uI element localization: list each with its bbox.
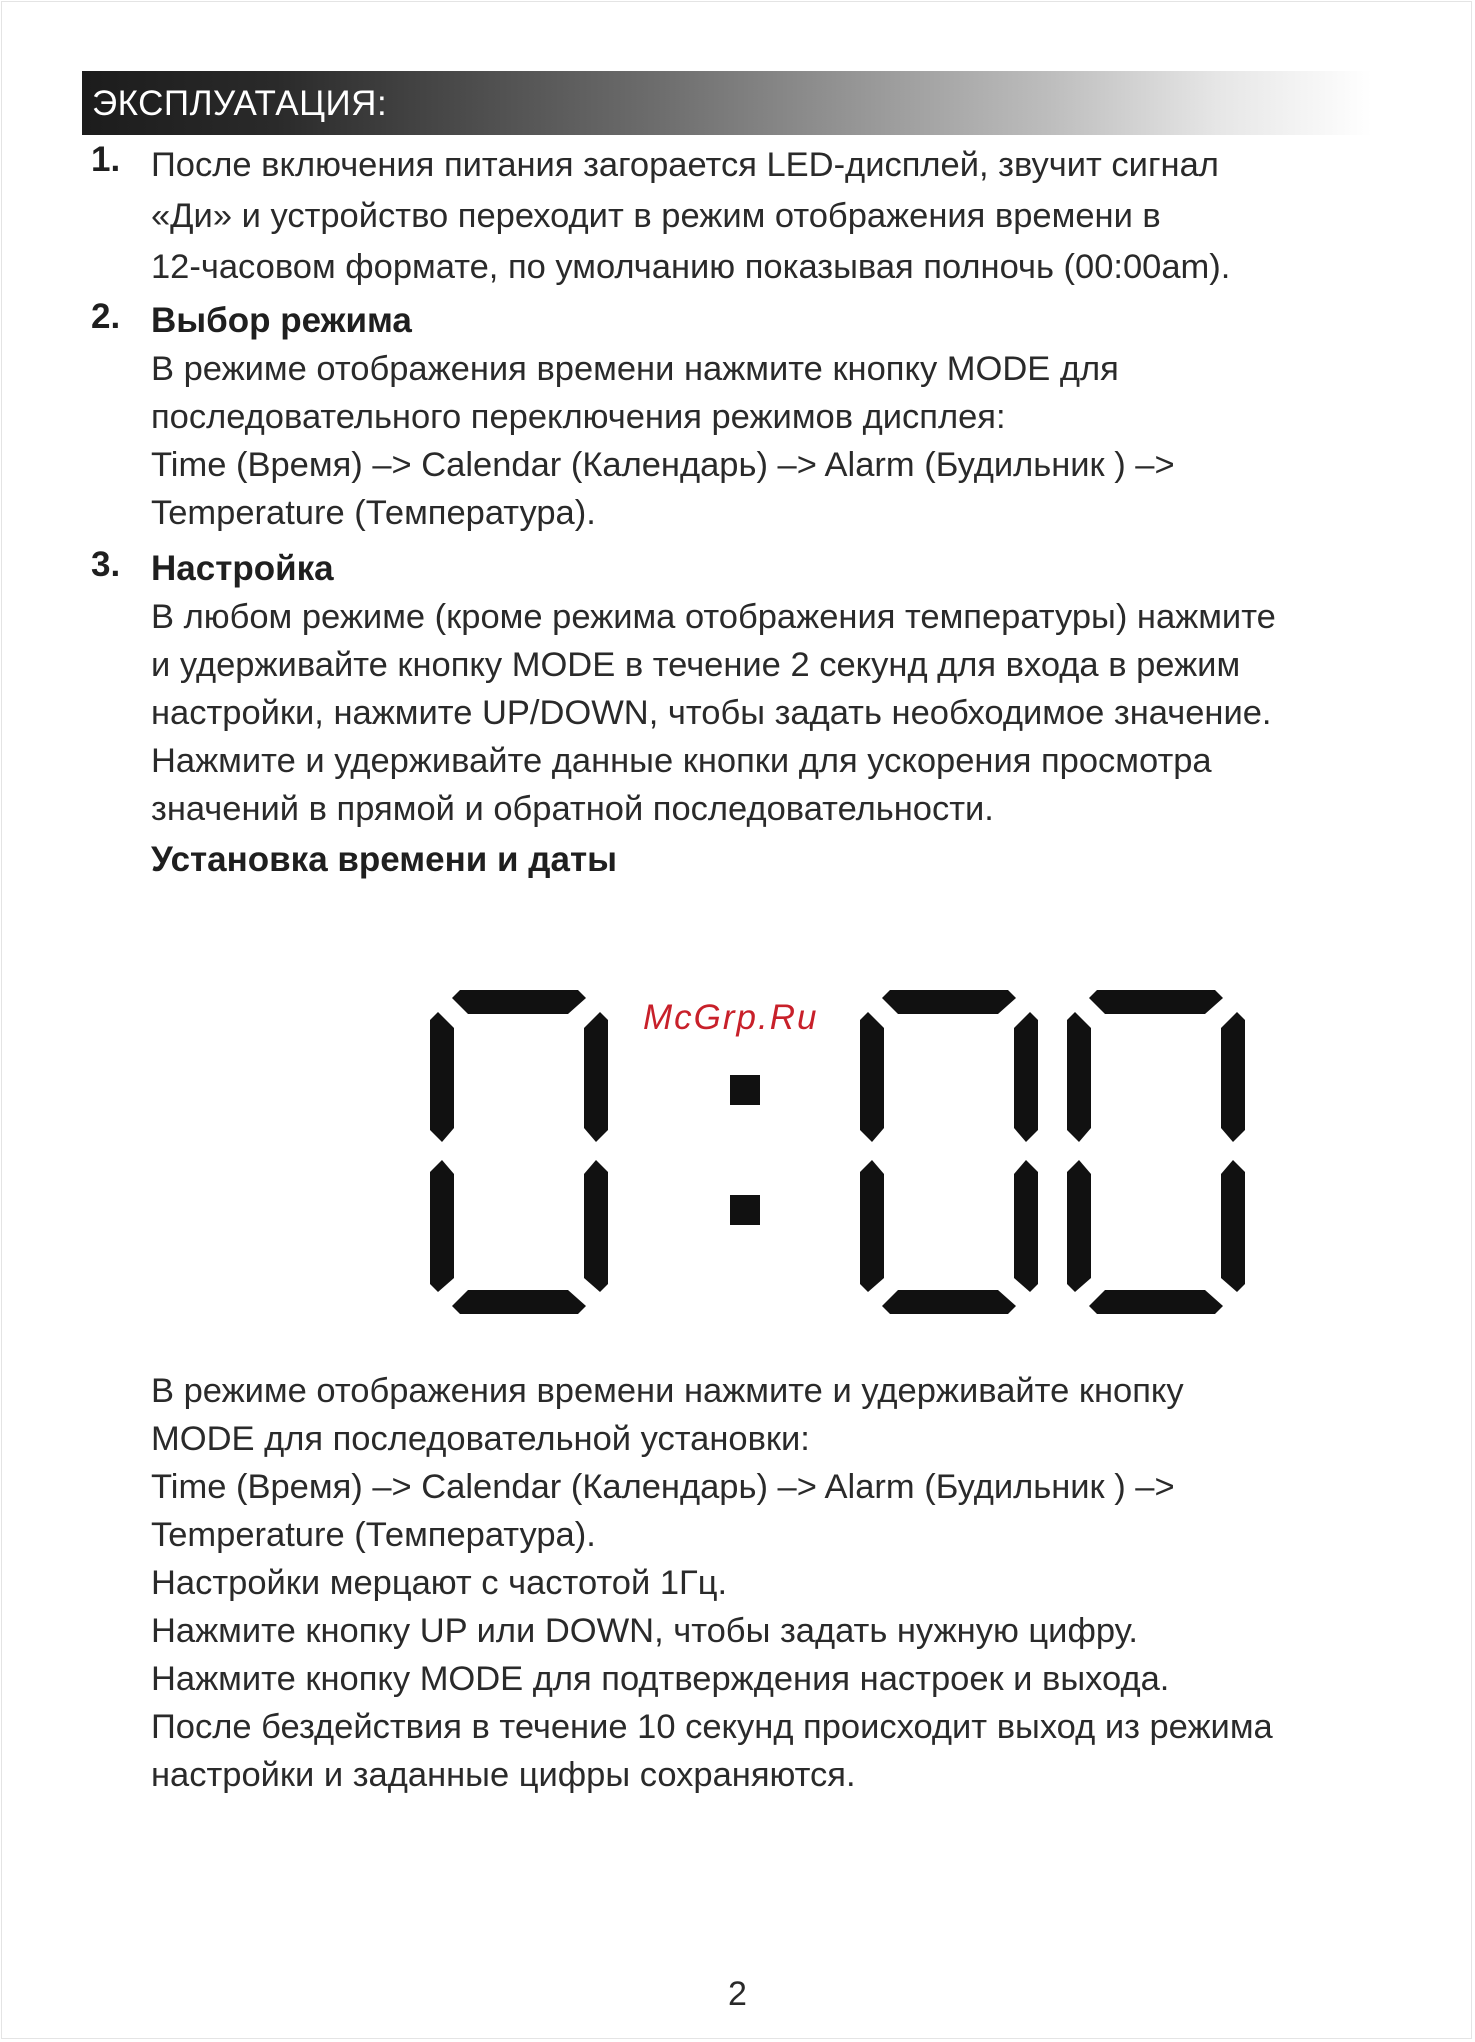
colon-dot-top: [730, 1075, 760, 1105]
watermark: McGrp.Ru: [643, 998, 819, 1037]
text-line: Настройки мерцают с частотой 1Гц.: [151, 1564, 728, 1602]
segment-upper-left: [860, 1012, 884, 1142]
text-line: настройки, нажмите UP/DOWN, чтобы задать необходимое значение.: [151, 694, 1272, 732]
item-text: [151, 297, 1381, 537]
item-heading: Выбор режима: [151, 301, 412, 340]
text-line: MODE для последовательной установки:: [151, 1420, 810, 1458]
segment-lower-right: [1014, 1160, 1038, 1292]
segment-top: [1089, 990, 1223, 1014]
segment-digit: [1067, 990, 1245, 1314]
seven-segment-clock-illustration: [430, 990, 1250, 1320]
text-line: В режиме отображения времени нажмите кнопку MODE для: [151, 350, 1119, 388]
segment-upper-left: [1067, 1012, 1091, 1142]
segment-top: [882, 990, 1016, 1014]
text-line: В любом режиме (кроме режима отображения температуры) нажмите: [151, 598, 1276, 636]
segment-upper-right: [1221, 1012, 1245, 1142]
item-heading: Настройка: [151, 549, 334, 588]
segment-lower-left: [860, 1160, 884, 1292]
segment-bottom: [1089, 1290, 1223, 1314]
item-number: 1.: [91, 140, 121, 179]
item-number: 3.: [91, 545, 121, 584]
subheading: Установка времени и даты: [151, 840, 617, 879]
segment-upper-left: [430, 1012, 454, 1142]
segment-lower-left: [430, 1160, 454, 1292]
text-line: «Ди» и устройство переходит в режим отображения времени в: [151, 197, 1161, 235]
segment-top: [452, 990, 586, 1014]
segment-upper-right: [1014, 1012, 1038, 1142]
text-line: Нажмите кнопку MODE для подтверждения настроек и выхода.: [151, 1660, 1170, 1698]
text-line: значений в прямой и обратной последовательности.: [151, 790, 994, 828]
item-number: 2.: [91, 297, 121, 336]
text-line: последовательного переключения режимов дисплея:: [151, 398, 1006, 436]
text-line: После бездействия в течение 10 секунд происходит выход из режима: [151, 1708, 1273, 1746]
section-header-bar: [82, 71, 1372, 135]
page-number: 2: [728, 1975, 747, 2013]
segment-bottom: [882, 1290, 1016, 1314]
section-title: ЭКСПЛУАТАЦИЯ:: [92, 84, 388, 123]
segment-digit: [430, 990, 608, 1314]
text-line: В режиме отображения времени нажмите и удерживайте кнопку: [151, 1372, 1184, 1410]
text-line: Time (Время) –> Calendar (Календарь) –> Alarm (Будильник ) –>: [151, 1468, 1175, 1506]
text-line: 12-часовом формате, по умолчанию показывая полночь (00:00am).: [151, 248, 1231, 286]
segment-lower-left: [1067, 1160, 1091, 1292]
segment-lower-right: [1221, 1160, 1245, 1292]
text-line: и удерживайте кнопку MODE в течение 2 секунд для входа в режим: [151, 646, 1241, 684]
item-text: [151, 140, 1381, 292]
text-line: После включения питания загорается LED-дисплей, звучит сигнал: [151, 146, 1219, 184]
text-line: Time (Время) –> Calendar (Календарь) –> Alarm (Будильник ) –>: [151, 446, 1175, 484]
text-line: Temperature (Температура).: [151, 1516, 596, 1554]
text-line: настройки и заданные цифры сохраняются.: [151, 1756, 856, 1794]
segment-digit: [860, 990, 1038, 1314]
text-line: Temperature (Температура).: [151, 494, 596, 532]
segment-lower-right: [584, 1160, 608, 1292]
segment-upper-right: [584, 1012, 608, 1142]
text-line: Нажмите и удерживайте данные кнопки для ускорения просмотра: [151, 742, 1212, 780]
instructions-paragraph: [151, 1367, 1381, 1799]
segment-bottom: [452, 1290, 586, 1314]
colon-dot-bottom: [730, 1195, 760, 1225]
item-text: [151, 545, 1381, 833]
text-line: Нажмите кнопку UP или DOWN, чтобы задать нужную цифру.: [151, 1612, 1139, 1650]
